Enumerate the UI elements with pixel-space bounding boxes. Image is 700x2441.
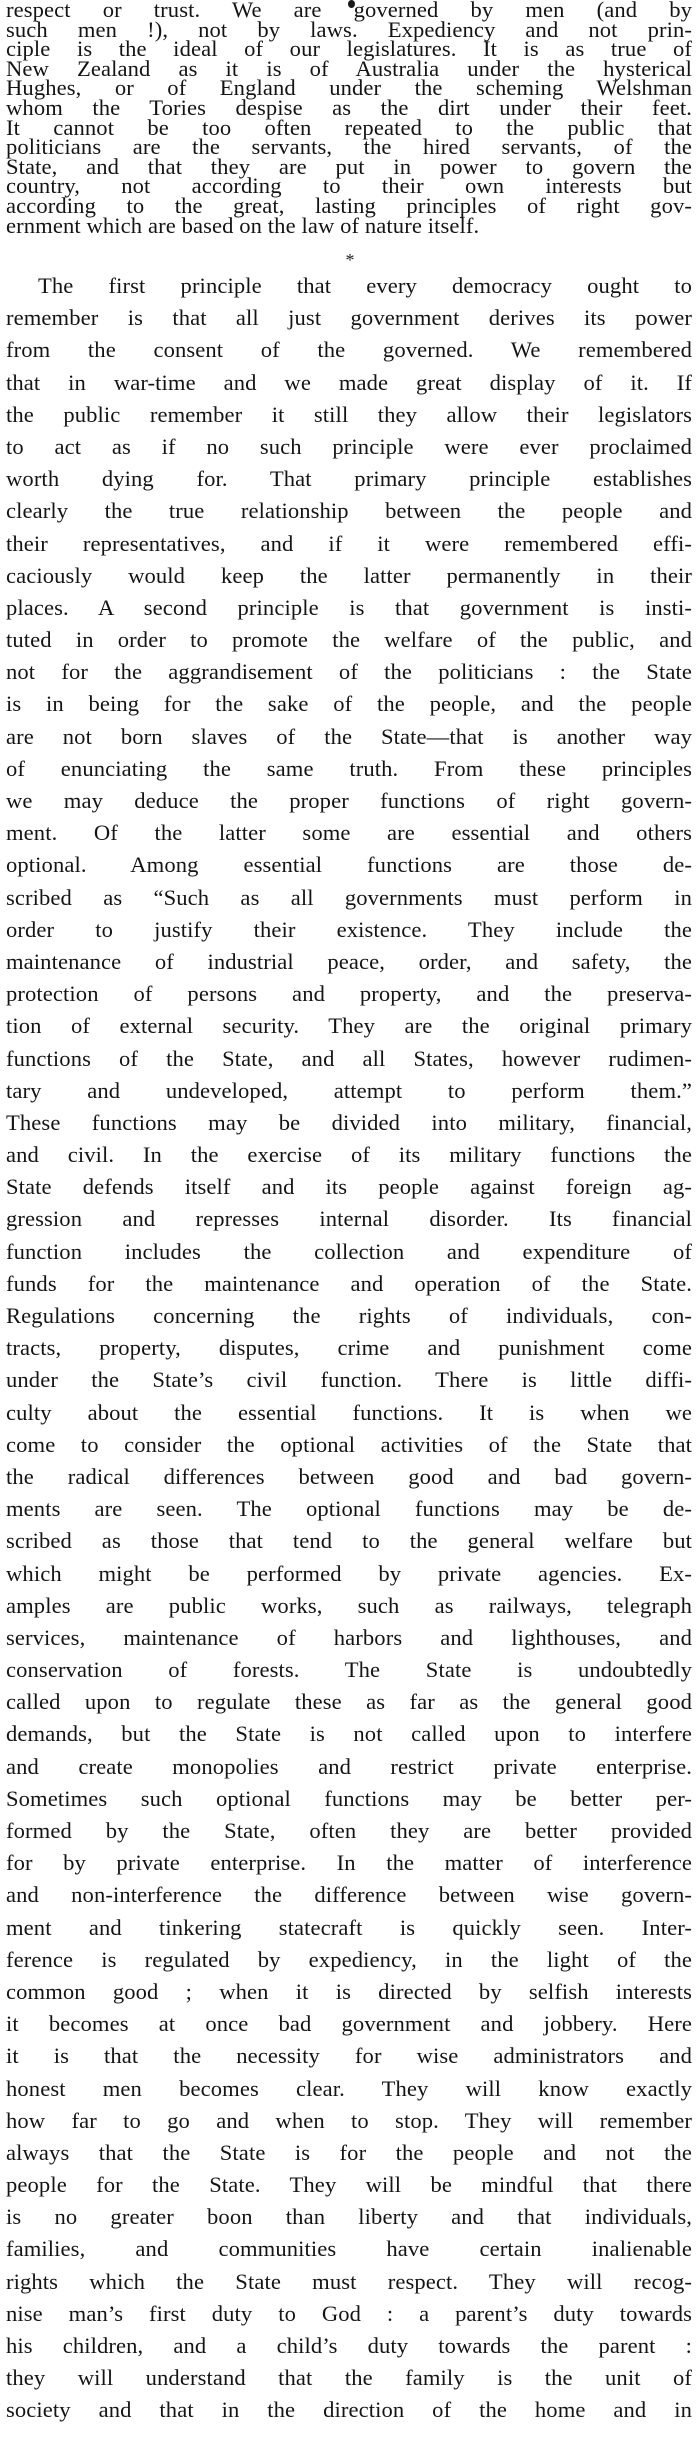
text-line: and create monopolies and restrict private enterprise. — [6, 1753, 692, 1779]
text-line: how far to go and when to stop. They will remember — [6, 2107, 692, 2133]
text-line: common good ; when it is directed by selfish interests — [6, 1978, 692, 2004]
text-line: protection of persons and property, and the preserva- — [6, 981, 692, 1007]
text-line: scribed as “Such as all governments must perform in — [6, 884, 692, 910]
text-line: is in being for the sake of the people, and the people — [6, 691, 692, 717]
text-line: ment. Of the latter some are essential and others — [6, 820, 692, 846]
text-line: State defends itself and its people against foreign ag- — [6, 1174, 692, 1200]
text-line: which might be performed by private agencies. Ex- — [6, 1560, 692, 1586]
text-line: of enunciating the same truth. From these principles — [6, 755, 692, 781]
text-line: people for the State. They will be mindful that there — [6, 2172, 692, 2198]
text-line: Regulations concerning the rights of individuals, con- — [6, 1303, 692, 1328]
text-line: country, not according to their own interests but — [6, 173, 692, 199]
text-line: whom the Tories despise as the dirt under their feet. — [6, 94, 692, 120]
text-line: the radical differences between good and bad govern- — [6, 1463, 692, 1489]
text-line: formed by the State, often they are better provided — [6, 1818, 692, 1843]
text-line: ment and tinkering statecraft is quickly seen. Inter- — [6, 1914, 692, 1940]
text-line: rights which the State must respect. They will recog- — [6, 2268, 692, 2294]
text-line: maintenance of industrial peace, order, and safety, the — [6, 948, 692, 974]
text-line: under the State’s civil function. There is little diffi- — [6, 1367, 692, 1393]
text-line: politicians are the servants, the hired servants, of the — [6, 134, 692, 160]
text-line: tion of external security. They are the original primary — [6, 1013, 692, 1039]
text-line: ernment which are based on the law of nature itself. — [6, 212, 480, 238]
text-line: The first principle that every democracy ought to — [38, 273, 692, 298]
text-line: they will understand that the family is the unit of — [6, 2365, 692, 2391]
text-line: such men !), not by laws. Expediency and not prin- — [6, 16, 692, 42]
text-line: order to justify their existence. They include the — [6, 916, 692, 942]
text-line: tuted in order to promote the welfare of the public, and — [6, 627, 692, 653]
text-line: honest men becomes clear. They will know exactly — [6, 2075, 692, 2101]
text-line: culty about the essential functions. It is when we — [6, 1399, 692, 1425]
text-line: to act as if no such principle were ever proclaimed — [6, 433, 692, 459]
text-line: nise man’s first duty to God : a parent’s duty towards — [6, 2300, 692, 2326]
section-separator-asterisk: * — [345, 250, 355, 270]
text-line: scribed as those that tend to the general welfare but — [6, 1528, 692, 1554]
text-line: optional. Among essential functions are those de- — [6, 852, 692, 878]
text-line: come to consider the optional activities of the State that — [6, 1431, 692, 1457]
paragraph-principles-of-government — [6, 270, 692, 2427]
text-line: funds for the maintenance and operation of the State. — [6, 1270, 692, 1296]
text-line: called upon to regulate these as far as the general good — [6, 1689, 692, 1715]
text-line: Sometimes such optional functions may be better per- — [6, 1785, 692, 1811]
text-line: worth dying for. That primary principle establishes — [6, 466, 692, 492]
paragraph-politicians-servants — [6, 0, 692, 238]
text-line: ciple is the ideal of our legislatures. It is as true of — [6, 36, 692, 62]
text-line: function includes the collection and expenditure of — [6, 1238, 692, 1264]
text-line: conservation of forests. The State is undoubtedly — [6, 1657, 692, 1683]
text-line: is no greater boon than liberty and that individuals, — [6, 2204, 692, 2230]
text-line: according to the great, lasting principles of right gov- — [6, 192, 692, 218]
text-line: always that the State is for the people and not the — [6, 2139, 692, 2165]
text-line: These functions may be divided into military, financial, — [6, 1109, 692, 1135]
text-line: and non-interference the difference between wise govern- — [6, 1882, 692, 1908]
text-line: society and that in the direction of the home and in — [6, 2397, 692, 2423]
text-line: respect or trust. We are governed by men (and by — [6, 0, 692, 22]
text-line: State, and that they are put in power to govern the — [6, 153, 692, 179]
text-line: for by private enterprise. In the matter of interference — [6, 1850, 692, 1876]
text-line: It cannot be too often repeated to the public that — [6, 114, 692, 140]
text-line: his children, and a child’s duty towards the parent : — [6, 2333, 692, 2358]
text-line: from the consent of the governed. We remembered — [6, 337, 692, 363]
text-line: ference is regulated by expediency, in the light of the — [6, 1946, 692, 1972]
text-line: gression and represses internal disorder. Its financial — [6, 1206, 692, 1232]
text-line: not for the aggrandisement of the politicians : the State — [6, 659, 692, 685]
text-line: amples are public works, such as railways, telegraph — [6, 1592, 692, 1618]
text-line: Hughes, or of England under the scheming Welshman — [6, 75, 692, 101]
text-line: places. A second principle is that government is insti- — [6, 594, 692, 620]
text-line: that in war-time and we made great display of it. If — [6, 369, 692, 395]
text-line: New Zealand as it is of Australia under the hysterical — [6, 55, 692, 81]
text-line: the public remember it still they allow their legislators — [6, 401, 692, 427]
text-line: caciously would keep the latter permanently in their — [6, 562, 692, 588]
text-line: services, maintenance of harbors and lighthouses, and — [6, 1624, 692, 1650]
text-line: clearly the true relationship between the people and — [6, 498, 692, 524]
text-line: are not born slaves of the State—that is another way — [6, 723, 692, 749]
text-line: tary and undeveloped, attempt to perform them.” — [6, 1077, 692, 1103]
text-line: it becomes at once bad government and jobbery. Here — [6, 2011, 692, 2037]
text-line: functions of the State, and all States, however rudimen- — [6, 1045, 692, 1071]
text-line: demands, but the State is not called upon to interfere — [6, 1721, 692, 1747]
text-line: it is that the necessity for wise administrators and — [6, 2043, 692, 2069]
text-line: tracts, property, disputes, crime and punishment come — [6, 1335, 692, 1361]
text-line: and civil. In the exercise of its military functions the — [6, 1142, 692, 1168]
text-line: families, and communities have certain inalienable — [6, 2236, 692, 2262]
text-line: ments are seen. The optional functions may be de- — [6, 1496, 692, 1522]
text-line: their representatives, and if it were remembered effi- — [6, 530, 692, 556]
text-line: remember is that all just government derives its power — [6, 305, 692, 331]
text-line: we may deduce the proper functions of right govern- — [6, 788, 692, 813]
